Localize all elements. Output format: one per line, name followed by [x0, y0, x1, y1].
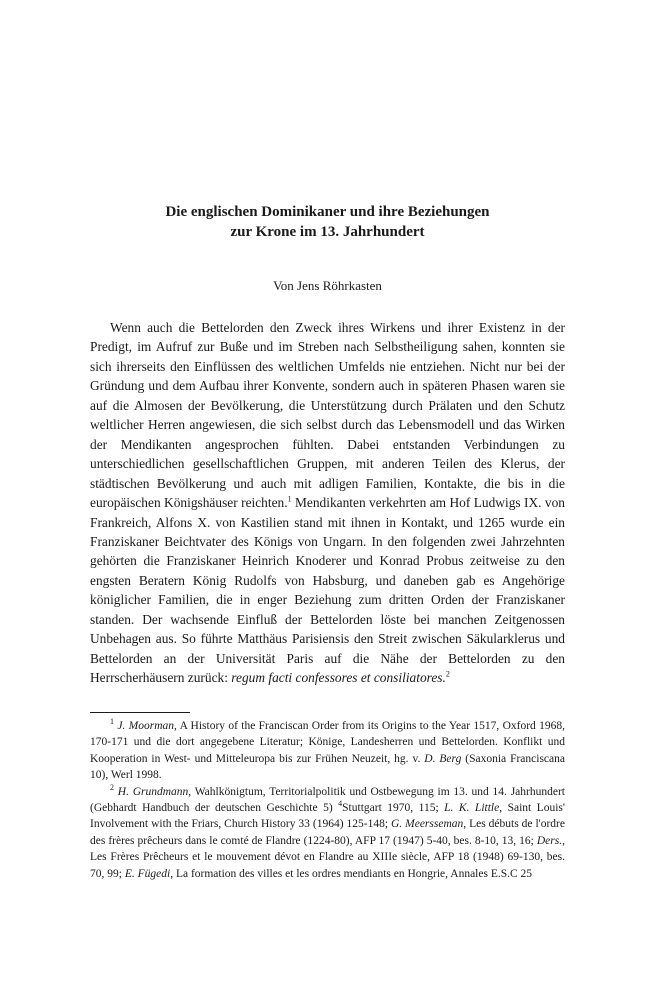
footnote-ref-1[interactable]: 1: [287, 494, 292, 504]
footnote-2-text-b: , Saint Louis' Involvement with the Friars, Church History 33 (1964) 125-148;: [90, 802, 565, 831]
footnote-2-text-d: , Les Frères Prêcheurs et le mouvement dévot en Flandre au XIIIe siècle, AFP 18 (1948) 69-130, bes. 70, 99;: [90, 834, 565, 880]
footnote-1-text: , A History of the Franciscan Order from its Origins to the Year 1517, Oxford 1968, 170-171 und die dort angegebene Literatur; Könige, Landesherren und Bettelorden. Konflikt und Kooperation in West- und Mitteleuropa bis zur Frühen Neuzeit, hg. v.: [90, 720, 565, 765]
footnote-2-author-c: G. Meersseman: [391, 818, 464, 831]
title-line-2: zur Krone im 13. Jahrhundert: [230, 224, 425, 240]
footnote-2-edition: 4: [338, 799, 343, 809]
footnote-2-text-e: , La formation des villes et les ordres mendiants en Hongrie, Annales E.S.C 25: [170, 867, 533, 880]
article-title: [90, 202, 565, 242]
footnote-1-editor: D. Berg: [424, 752, 462, 765]
footnote-2-author-b: L. K. Little: [444, 802, 500, 815]
footnote-ref-2[interactable]: 2: [445, 669, 450, 679]
footnote-2-author-a: H. Grundmann: [117, 785, 189, 798]
footnote-2-text-a2: Stuttgart 1970, 115;: [342, 802, 445, 815]
footnote-1-mark: 1: [110, 717, 114, 727]
body-text-part-1: Wenn auch die Bettelorden den Zweck ihres Wirkens und ihrer Existenz in der Predigt, im Aufruf zur Buße und im Streben nach Selbstheiligung sahen, konnten sie sich ihrerseits den Einflüssen des weltlichen Umfelds nie entziehen. Nicht nur bei der Gründung und dem Aufbau ihrer Konvente, sondern auch in späteren Phasen waren sie auf die Almosen der Bevölkerung, die Unterstützung durch Prälaten und den Schutz weltlicher Herren angewiesen, die sich selbst durch das Lebensmodell und das Wirken der Mendikanten angesprochen fühlten. Dabei entstanden Verbindungen zu unterschiedlichen gesellschaftlichen Gruppen, mit anderen Teilen des Klerus, der städtischen Bevölkerung und auch mit adligen Familien, Kontakte, die bis in die europäischen Königshäuser reichten.: [90, 320, 565, 511]
footnote-2-text-c: , Les débuts de l'ordre des frères prêcheurs dans le comté de Flandre (1224-80), AFP 17 (1947) 5-40, bes. 8-10, 13, 16;: [90, 818, 565, 847]
article-author: Von Jens Röhrkasten: [273, 278, 382, 293]
footnote-2-author-d: Ders.: [536, 834, 563, 847]
footnote-1: [90, 718, 565, 784]
footnote-2-mark: 2: [110, 782, 114, 792]
title-line-1: Die englischen Dominikaner und ihre Beziehungen: [165, 204, 490, 220]
footnote-divider: [90, 712, 190, 713]
footnote-2-text-a: , Wahlkönigtum, Territorialpolitik und Ostbewegung im 13. und 14. Jahrhundert (Gebhardt Handbuch der deutschen Geschichte 5): [90, 785, 565, 815]
body-paragraph: [90, 318, 565, 688]
footnotes-section: [90, 718, 565, 882]
footnote-2-author-e: E. Fügedi: [124, 867, 171, 880]
footnote-1-text-end: (Saxonia Franciscana 10), Werl 1998.: [90, 752, 565, 782]
footnote-1-author: J. Moorman: [117, 720, 174, 732]
footnote-2: [90, 784, 565, 882]
latin-quote: regum facti confessores et consiliatores.: [231, 670, 446, 686]
body-text-part-2: Mendikanten verkehrten am Hof Ludwigs IX. von Frankreich, Alfons X. von Kastilien stand mit ihnen in Kontakt, und 1265 wurde ein Franziskaner Beichtvater des Königs von Ungarn. In den folgenden zwei Jahrzehnten gehörten die Franziskaner Heinrich Knoderer und Konrad Probus zeitweise zu den engsten Beratern König Rudolfs von Habsburg, und daneben gab es Angehörige königlicher Familien, die in enger Beziehung zum dritten Orden der Franziskaner standen. Der wachsende Einfluß der Bettelorden löste bei manchen Zeitgenossen Unbehagen aus. So führte Matthäus Parisiensis den Streit zwischen Säkularklerus und Bettelorden an der Universität Paris auf die Nähe der Bettelorden zu den Herrscherhäusern zurück:: [90, 495, 565, 686]
